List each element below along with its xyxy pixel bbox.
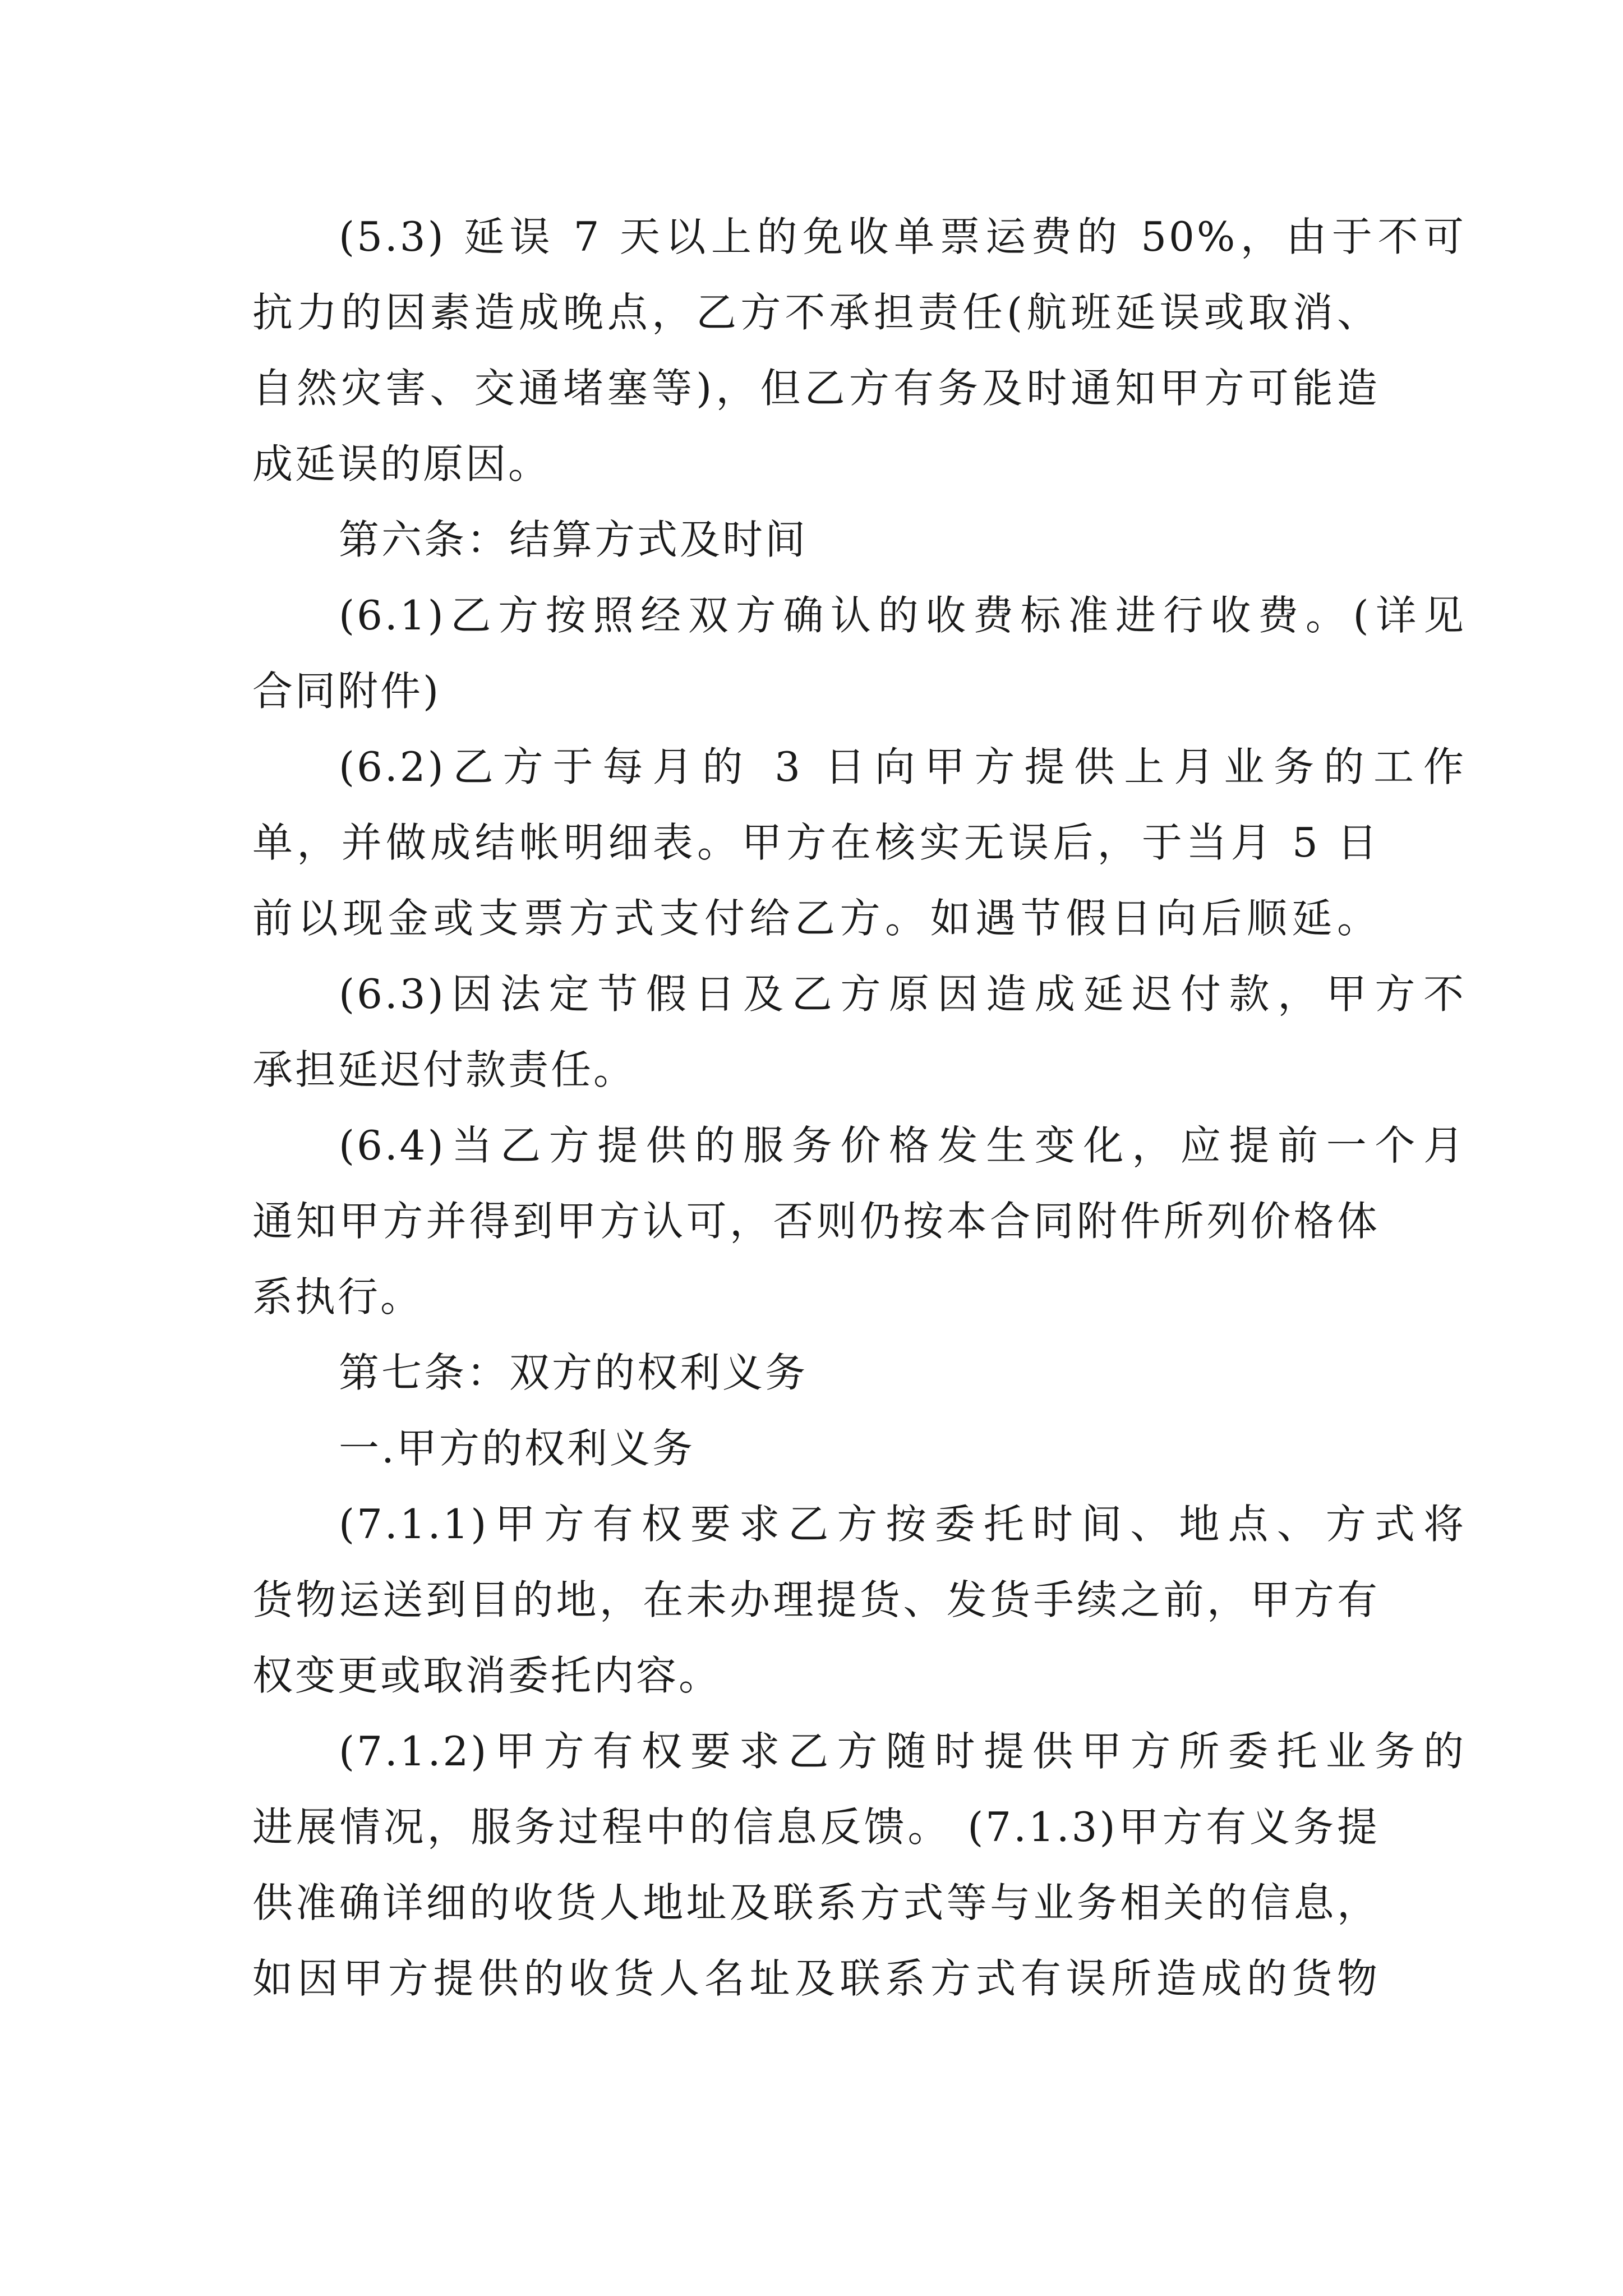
paragraph-line: 通知甲方并得到甲方认可，否则仍按本合同附件所列价格体 [252, 1198, 1380, 1245]
paragraph-line: 单，并做成结帐明细表。甲方在核实无误后，于当月 5 日 [252, 819, 1380, 866]
paragraph-line: 自然灾害、交通堵塞等)，但乙方有务及时通知甲方可能造 [252, 365, 1380, 412]
paragraph-line: (7.1.1)甲方有权要求乙方按委托时间、地点、方式将 [339, 1501, 1466, 1548]
paragraph-line: 权变更或取消委托内容。 [252, 1652, 722, 1699]
paragraph-line: 进展情况，服务过程中的信息反馈。 (7.1.3)甲方有义务提 [252, 1803, 1380, 1851]
paragraph-line: (6.1)乙方按照经双方确认的收费标准进行收费。(详见 [339, 592, 1466, 639]
subsection-heading: 一.甲方的权利义务 [339, 1425, 695, 1472]
paragraph-line: 成延误的原因。 [252, 440, 551, 487]
paragraph-line: (6.3)因法定节假日及乙方原因造成延迟付款，甲方不 [339, 970, 1466, 1018]
paragraph-line: 系执行。 [252, 1273, 423, 1320]
section-heading: 第六条：结算方式及时间 [339, 516, 808, 563]
paragraph-line: (6.2)乙方于每月的 3 日向甲方提供上月业务的工作 [339, 743, 1466, 790]
paragraph-line: (5.3) 延误 7 天以上的免收单票运费的 50%，由于不可 [339, 213, 1466, 260]
paragraph-line: (7.1.2)甲方有权要求乙方随时提供甲方所委托业务的 [339, 1728, 1466, 1775]
paragraph-line: 货物运送到目的地，在未办理提货、发货手续之前，甲方有 [252, 1576, 1380, 1623]
paragraph-line: 抗力的因素造成晚点，乙方不承担责任(航班延误或取消、 [252, 289, 1380, 336]
paragraph-line: 承担延迟付款责任。 [252, 1046, 637, 1093]
paragraph-line: (6.4)当乙方提供的服务价格发生变化，应提前一个月 [339, 1122, 1466, 1169]
paragraph-line: 合同附件) [252, 668, 441, 715]
paragraph-line: 供准确详细的收货人地址及联系方式等与业务相关的信息， [252, 1879, 1380, 1926]
paragraph-line: 前以现金或支票方式支付给乙方。如遇节假日向后顺延。 [252, 895, 1380, 942]
section-heading: 第七条：双方的权利义务 [339, 1349, 808, 1396]
paragraph-line: 如因甲方提供的收货人名址及联系方式有误所造成的货物 [252, 1955, 1380, 2002]
